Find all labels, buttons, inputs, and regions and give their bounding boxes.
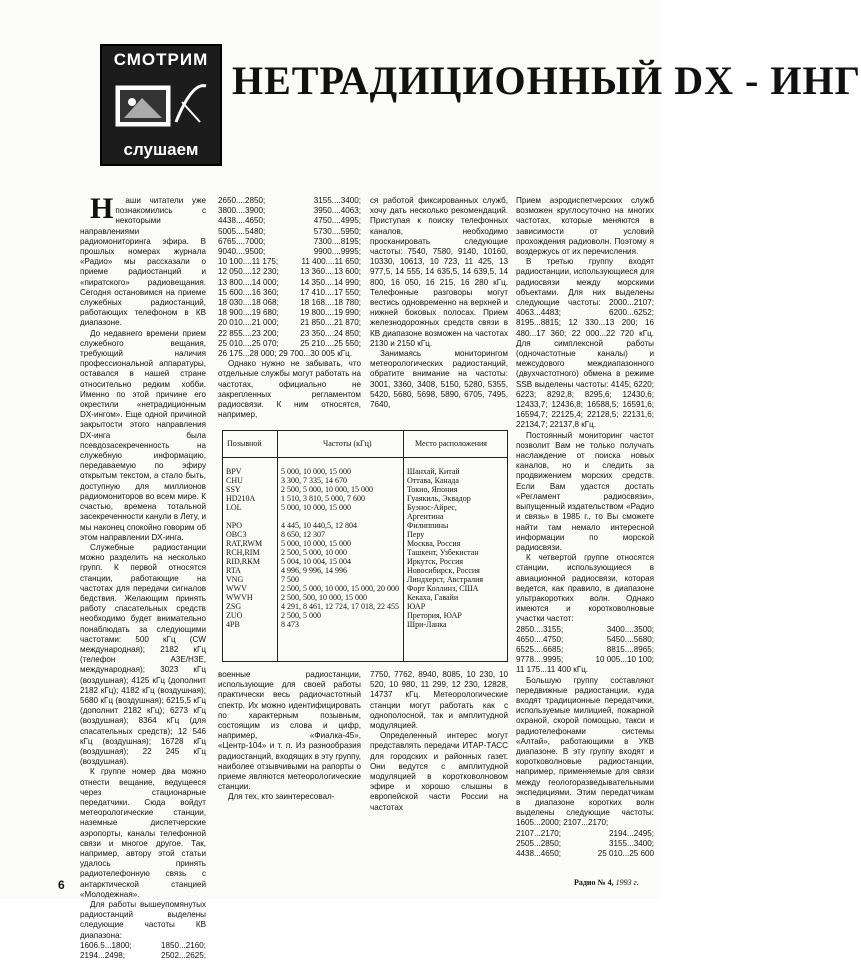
table-cell: 2 500, 500, 10 000, 15 000 bbox=[281, 593, 367, 602]
freq-value: 20 010....21 000; bbox=[218, 318, 279, 328]
table-header bbox=[223, 431, 507, 458]
freq-value: 15 600....16 360; bbox=[218, 287, 279, 297]
table-cell: 8 650, 12 307 bbox=[281, 530, 325, 539]
column-header: Место расположения bbox=[415, 439, 487, 448]
table-cell: Линдхерст, Австралия bbox=[407, 575, 484, 584]
freq-value: 4438...4650; bbox=[516, 849, 562, 858]
callsign-column bbox=[226, 467, 276, 629]
freq-value: 11 400....11 650; bbox=[301, 257, 361, 267]
table-cell: RTA bbox=[226, 566, 241, 575]
freq-row bbox=[218, 288, 361, 298]
freq-row bbox=[218, 349, 361, 359]
paragraph: В третью группу входят радиостанции, использующиеся для радиосвязи между морскими объектами. Для них выделены следующие частоты: 2000...2107; 4063...4483; 6200...6252; 8195...8815; 12 330...13 200; 16 480...17 360; 22 000...22 720 кГц. Для симплексной работы (одночастотные каналы) и межсудового междиапазонного (двухчастотного) обмена в режиме SSB выделены частоты: 4145; 6220; 6223; 8292,8; 8295,6; 12430,6; 12433,7; 12436,8; 16588,5; 16591,6; 16594,7; 22125,4; 22128,5; 22131,6; 22134,7; 22137,8 кГц. bbox=[516, 257, 654, 430]
table-cell: Форт Коллинз, США bbox=[407, 584, 479, 593]
paragraph: Для тех, кто заинтересовал- bbox=[228, 792, 335, 802]
freq-value: 10 100....11 175; bbox=[218, 257, 279, 267]
freq-value: 4650....4750; bbox=[516, 634, 564, 644]
paragraph: До недавнего времени прием служебного вещания, требующий наличия профессиональной аппаратуры, оставался в нашей стране относительно редким хобби. Именно по этой причине его окрестили «нетрадиционным DX-ингом». Еще одной причиной закрытости этого направления DX-инга была псевдозасекреченность на служебную информацию, передаваемую по эфиру открытым текстом, а стало быть, доступную для миллионов радиомониторов во всем мире. К счастью, времена тотальной засекреченности канули в Лету, и мы наконец спокойно говорим об этом направлении DX-инга. bbox=[80, 328, 206, 542]
paragraph: Служебные радиостанции можно разделить на несколько групп. К первой относятся станции, работающие на частотах для передачи сигналов бедствия. Желающим принять работу спасательных средств необходимо будет внимательно понаблюдать за следующими частотами: 500 кГц (CW международная); 2182 кГц (телефон А3Е/Н3Е, международная); 3023 кГц (воздушная); 4125 кГц (дополнит 2182 кГц); 4182 кГц (воздушная); 5680 кГц (воздушная); 6215,5 кГц (дополнит 2182 кГц); 6273 кГц (воздушная); 8364 кГц (для спасательных средств); 12 546 кГц (воздушная); 16728 кГц (воздушная); 22 245 кГц (воздушная). bbox=[80, 542, 206, 767]
freq-row bbox=[218, 257, 361, 267]
paragraph: Большую группу составляют передвижные радиостанции, куда входят традиционные передатчики, используемые милицией, пожарной охраной, скорой помощью, такси и радиотелефонами системы «Алтай», работающими в УКВ диапазоне. В эту группу входят и коротковолновые радиостанции, например, применяемые для связи между геологоразведывательными экспедициями. Этим передатчикам в диапазоне коротких волн выделены следующие частоты: 1605...2000; 2107...2170; bbox=[516, 675, 654, 828]
table-cell: SSY bbox=[226, 485, 241, 494]
time-signal-stations-table bbox=[222, 430, 508, 662]
frequency-list bbox=[516, 625, 654, 676]
freq-value: 7300....8195; bbox=[313, 236, 361, 246]
location-column bbox=[407, 467, 505, 629]
freq-row bbox=[218, 237, 361, 247]
freq-value: 3800....3900; bbox=[218, 206, 266, 216]
table-cell: 4 291, 8 461, 12 724, 17 018, 22 455 bbox=[281, 602, 399, 611]
table-cell: Москва, Россия bbox=[407, 539, 461, 548]
freq-row bbox=[218, 196, 361, 206]
freq-value: 2650....2850; bbox=[218, 196, 266, 205]
journal-footer: Радио № 4, 1993 г. bbox=[574, 878, 639, 887]
table-cell: 4 996, 9 996, 14 996 bbox=[281, 566, 347, 575]
table-cell: Филиппины bbox=[407, 521, 449, 530]
freq-row bbox=[218, 267, 361, 277]
freq-row bbox=[516, 849, 654, 859]
freq-value: 26 175...28 000; 29 700...30 005 кГц. bbox=[218, 349, 353, 359]
freq-value: 17 410....17 550; bbox=[300, 287, 361, 297]
table-cell: WWVH bbox=[226, 593, 253, 602]
freq-value: 19 800....19 990; bbox=[300, 308, 361, 318]
freq-value: 5450....5680; bbox=[606, 634, 654, 644]
freq-value: 13 360....13 600; bbox=[300, 267, 361, 277]
table-cell: Токио, Япония bbox=[407, 485, 458, 494]
logo-top-text: СМОТРИМ bbox=[113, 50, 209, 69]
freq-row bbox=[516, 665, 654, 675]
table-cell: BPV bbox=[226, 467, 242, 476]
freq-value: 6525....6685; bbox=[516, 644, 564, 654]
paragraph: Н аши читатели уже познакомились с некоторыми направлениями радиомониторинга эфира. В прошлых номерах журнала «Радио» мы рассказали о приеме радиостанций и «пиратского» радиовещания. Сегодня остановимся на приеме служебных радиостанций, работающих телефоном в КВ диапазоне. bbox=[80, 192, 206, 328]
table-cell: Претория, ЮАР bbox=[407, 611, 462, 620]
freq-value: 3400....3500; bbox=[606, 624, 654, 634]
freq-row bbox=[218, 247, 361, 257]
table-cell bbox=[226, 512, 276, 521]
table-cell: Гуаякиль, Эквадор bbox=[407, 494, 471, 503]
paragraph: Прием аэродиспетчерских служб возможен круглосуточно на многих частотах, которые меняются в зависимости от условий прохождения радиоволн. Поэтому я воздержусь от их перечисления. bbox=[516, 196, 654, 257]
freq-value: 9040....9500; bbox=[218, 247, 266, 257]
paragraph: К группе номер два можно отнести вещание, ведущееся через стационарные передатчики. Сюда войдут метеорологические станции, наземные диспетчерские аэропорты, каналы телефонной связи и многое другое. Так, например, автору этой статьи удалось принять радиотелефонную связь с антарктической станцией «Молодежная». bbox=[80, 767, 206, 899]
table-cell: Аргентина bbox=[407, 512, 444, 521]
freq-value: 3155....3400; bbox=[313, 196, 361, 205]
paragraph: Постоянный мониторинг частот позволит Вам не только получать наслаждение от поиска новых каналов, но и следить за продвижением морских средств. Если Вам удастся достать «Регламент радиосвязи», выпущенный издательством «Радио и связь» в 1985 г., то Вы сможете найти там немало интересной информации по морской радиосвязи. bbox=[516, 430, 654, 552]
freq-value: 4438....4650; bbox=[218, 216, 266, 226]
paragraph: 7750, 7762, 8940, 8085, 10 230, 10 520, 10 980, 11 299, 12 230, 12828, 14737 кГц. Метеорологические станции могут работать как с однополосной, так и амплитудной модуляцией. bbox=[370, 670, 508, 731]
table-cell: 2 500, 5 000, 10 000, 15 000 bbox=[281, 485, 373, 494]
paragraph: ся работой фиксированных служб, хочу дать несколько рекомендаций. Приступая к поиску телефонных каналов, необходимо просканировать следующие частоты: 7540, 7580, 9140, 10160, 10330, 10613, 10 723, 11 425, 13 977,5, 14 555, 14 635,5, 14 639,5, 14 800, 16 050, 16 215, 16 280 кГц. Телефонные разговоры могут вестись одновременно на верхней и нижней боковых полосах. Прием железнодорожных средств связи в КВ диапазоне возможен на частотах 2130 и 2150 кГц. bbox=[370, 196, 508, 348]
column-4 bbox=[516, 196, 654, 882]
freq-row: 1606.5...1800; 1850...2160; bbox=[80, 940, 206, 950]
table-cell: 4 445, 10 440,5, 12 804 bbox=[281, 521, 357, 530]
freq-row bbox=[218, 298, 361, 308]
frequency-list bbox=[218, 196, 361, 359]
freq-row bbox=[516, 645, 654, 655]
table-cell: Шанхай, Китай bbox=[407, 467, 460, 476]
freq-value: 22 855....23 200; bbox=[218, 328, 279, 338]
paragraph: Для работы вышеупомянутых радиостанций выделены следующие частоты КВ диапазона: bbox=[80, 900, 206, 940]
table-cell: Ташкент, Узбекистан bbox=[407, 548, 479, 557]
table-cell: ЮАР bbox=[407, 602, 426, 611]
table-cell: Новосибирск, Россия bbox=[407, 566, 480, 575]
column-3-bottom bbox=[370, 670, 508, 882]
freq-value: 23 350....24 850; bbox=[300, 328, 361, 338]
table-cell: 2 500, 5 000, 10 000 bbox=[281, 548, 347, 557]
column-2-bottom bbox=[218, 670, 361, 882]
freq-row bbox=[218, 227, 361, 237]
table-cell: 5 004, 10 004, 15 004 bbox=[281, 557, 351, 566]
table-cell: VNG bbox=[226, 575, 244, 584]
table-cell bbox=[281, 512, 401, 521]
freq-value: 8815....8965; bbox=[606, 644, 654, 654]
table-cell: RCH,RIM bbox=[226, 548, 260, 557]
freq-value: 3950....4063; bbox=[313, 206, 361, 216]
freq-value: 25 010...25 600 bbox=[597, 849, 654, 858]
paragraph: К четвертой группе относятся станции, использующиеся в авиационной радиосвязи, которая ведется, как правило, в диапазоне ультракоротких волн. Однако имеются и коротковолновые участки частот: bbox=[516, 553, 654, 624]
table-cell: 8 473 bbox=[281, 620, 299, 629]
table-cell: RAT,RWM bbox=[226, 539, 263, 548]
column-3 bbox=[370, 196, 508, 420]
table-cell: ZUO bbox=[226, 611, 243, 620]
freq-row bbox=[218, 206, 361, 216]
table-cell: LOL bbox=[226, 503, 242, 512]
paragraph: Однако нужно не забывать, что отдельные службы могут работать на частотах, официально не закрепленных регламентом радиосвязи. К ним относятся, например, bbox=[218, 359, 361, 420]
table-cell: 5 000, 10 000, 15 000 bbox=[281, 503, 351, 512]
table-cell: Перу bbox=[407, 530, 425, 539]
table-cell: NPO bbox=[226, 521, 243, 530]
freq-value: 4750....4995; bbox=[313, 216, 361, 226]
table-cell: 3 300, 7 335, 14 670 bbox=[281, 476, 347, 485]
freq-value: 2107...2170; bbox=[516, 828, 562, 838]
table-cell: 5 000, 10 000, 15 000 bbox=[281, 539, 351, 548]
column-header: Частоты (кГц) bbox=[323, 439, 372, 448]
freq-value: 12 050....12 230; bbox=[218, 267, 279, 277]
freq-value: 9778....9995; bbox=[516, 655, 564, 665]
table-cell: HD210A bbox=[226, 494, 256, 503]
freq-row bbox=[516, 625, 654, 635]
freq-value: 2194...2495; bbox=[608, 828, 654, 838]
freq-value: 14 350....14 990; bbox=[300, 277, 361, 287]
column-header: Позывной bbox=[227, 439, 262, 448]
tv-dish-icon bbox=[112, 72, 208, 134]
column-1 bbox=[80, 192, 206, 961]
table-cell: 1 510, 3 810, 5 000, 7 600 bbox=[281, 494, 365, 503]
paragraph: Занимаясь мониторингом метеорологических радиостанций, обратите внимание на частоты: 3001, 3360, 3408, 5150, 5280, 5355, 5420, 5680, 5698, 5890, 6705, 7495, 7640, bbox=[370, 349, 508, 410]
freq-value: 13 800....14 000; bbox=[218, 277, 279, 287]
freq-value: 5730....5950; bbox=[313, 226, 361, 236]
freq-value: 25 210....25 550; bbox=[300, 338, 361, 348]
page-number: 6 bbox=[58, 878, 65, 892]
freq-row bbox=[218, 308, 361, 318]
table-cell: 2 500, 5 000, 10 000, 15 000, 20 000 bbox=[281, 584, 399, 593]
freq-row bbox=[218, 318, 361, 328]
freq-value: 6765....7000; bbox=[218, 236, 266, 246]
table-cell: Буэнос-Айрес, bbox=[407, 503, 457, 512]
paragraph: Определенный интерес могут представлять передачи ИТАР-ТАСС для городских и районных газет. Они ведутся с амплитудной модуляцией в коротковолновом эфире и хорошо слышны в европейской части России на частотах bbox=[370, 731, 508, 812]
article-title: НЕТРАДИЦИОННЫЙ DX - ИНГ bbox=[232, 58, 861, 103]
frequency-list bbox=[516, 829, 654, 860]
freq-row bbox=[218, 278, 361, 288]
table-cell: 4PB bbox=[226, 620, 240, 629]
drop-cap: Н bbox=[90, 192, 114, 225]
freq-row bbox=[218, 339, 361, 349]
table-cell: Иркутск, Россия bbox=[407, 557, 464, 566]
freq-row bbox=[516, 829, 654, 839]
table-cell: 5 000, 10 000, 15 000 bbox=[281, 467, 351, 476]
freq-value: 18 168....18 780; bbox=[300, 298, 361, 308]
freq-value: 11 175...11 400 кГц. bbox=[516, 665, 589, 675]
table-cell: Оттава, Канада bbox=[407, 476, 459, 485]
freq-value: 25 010....25 070; bbox=[218, 338, 279, 348]
freq-value: 10 005...10 100; bbox=[595, 655, 654, 665]
freq-value: 3155...3400; bbox=[608, 838, 654, 848]
freq-row bbox=[516, 635, 654, 645]
table-cell: OBC3 bbox=[226, 530, 247, 539]
freq-value: 21 850....21 870; bbox=[300, 318, 361, 328]
freq-value: 18 900....19 680; bbox=[218, 308, 279, 318]
table-cell: CHU bbox=[226, 476, 243, 485]
frequency-column bbox=[281, 467, 401, 629]
table-cell: Шри-Ланка bbox=[407, 620, 447, 629]
freq-value: 2850....3155; bbox=[516, 624, 564, 634]
freq-value: 18 030....18 068; bbox=[218, 298, 279, 308]
table-cell: 7 500 bbox=[281, 575, 299, 584]
table-cell: ZSG bbox=[226, 602, 242, 611]
column-2 bbox=[218, 196, 361, 420]
paragraph: военные радиостанции, использующие для своей работы практически весь радиочастотный спектр. Их можно идентифицировать по характерным позывным, состоящим из слова и цифр, например, «Фиалка-45», «Центр-104» и т. п. Из разнообразия радиостанций, входящих в эту группу, наиболее отзывчивыми на рапорты о приеме являются метеорологические станции. bbox=[218, 670, 361, 792]
freq-row bbox=[218, 329, 361, 339]
freq-row bbox=[516, 655, 654, 665]
freq-value: 5005....5480; bbox=[218, 226, 266, 236]
freq-row bbox=[516, 839, 654, 849]
logo-bottom-text: слушаем bbox=[123, 140, 199, 159]
freq-value: 2505...2850; bbox=[516, 838, 562, 848]
table-cell: Кекаха, Гавайи bbox=[407, 593, 459, 602]
section-logo bbox=[100, 44, 222, 166]
table-cell: 2 500, 5 000 bbox=[281, 611, 321, 620]
table-cell: WWV bbox=[226, 584, 247, 593]
freq-row bbox=[218, 216, 361, 226]
freq-row: 2194...2498; 2502...2625; bbox=[80, 951, 206, 961]
table-cell: RID,RKM bbox=[226, 557, 261, 566]
freq-value: 9900....9995; bbox=[313, 247, 361, 257]
